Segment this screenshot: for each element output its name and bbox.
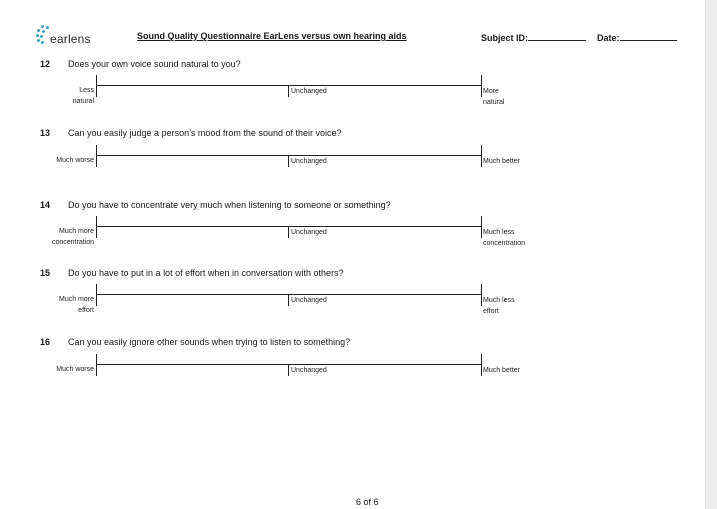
scale-tick-right: [481, 354, 482, 376]
question-number: 15: [40, 268, 51, 278]
question-15: [40, 268, 344, 278]
scale-tick-right: [481, 75, 482, 97]
scale-tick-middle: [288, 85, 289, 97]
question-16: [40, 337, 350, 347]
date-blank: [620, 31, 677, 41]
rating-scale-15[interactable]: [0, 284, 705, 328]
subject-id-label: Subject ID:: [481, 33, 529, 43]
question-number: 16: [40, 337, 51, 347]
scale-label-middle: Unchanged: [291, 229, 327, 236]
logo-dots-icon: [36, 24, 50, 46]
scale-tick-right: [481, 145, 482, 167]
scale-label-left: Much worse: [56, 157, 94, 164]
scale-tick-left: [96, 145, 97, 167]
date-label: Date:: [597, 33, 620, 43]
scale-label-right: Much better: [483, 367, 520, 374]
scale-tick-middle: [288, 294, 289, 306]
question-13: [40, 128, 342, 138]
subject-id-field: [481, 31, 586, 43]
scale-line[interactable]: [96, 85, 482, 86]
scale-label-right: Much less effort: [483, 297, 515, 315]
scale-line[interactable]: [96, 226, 482, 227]
scale-tick-left: [96, 354, 97, 376]
page-number: 6 of 6: [356, 497, 379, 507]
question-number: 12: [40, 59, 51, 69]
scale-line[interactable]: [96, 294, 482, 295]
rating-scale-16[interactable]: [0, 354, 705, 398]
rating-scale-13[interactable]: [0, 145, 705, 189]
scale-tick-left: [96, 284, 97, 306]
scale-line[interactable]: [96, 364, 482, 365]
scale-label-left: Less natural: [72, 87, 94, 105]
scale-label-right: More natural: [483, 88, 505, 106]
subject-id-blank: [528, 31, 586, 41]
scale-label-left: Much more effort: [58, 296, 94, 314]
scale-line[interactable]: [96, 155, 482, 156]
date-field: [597, 31, 677, 43]
scale-label-middle: Unchanged: [291, 367, 327, 374]
question-14: [40, 200, 391, 210]
question-number: 14: [40, 200, 51, 210]
scale-label-left: Much worse: [56, 366, 94, 373]
question-text: Can you easily ignore other sounds when trying to listen to something?: [68, 337, 351, 347]
scale-tick-right: [481, 284, 482, 306]
question-text: Do you have to put in a lot of effort when in conversation with others?: [68, 268, 344, 278]
viewer-background-edge: [705, 0, 717, 509]
scale-label-right: Much less concentration: [483, 229, 526, 247]
question-12: [40, 59, 241, 69]
scale-tick-middle: [288, 226, 289, 238]
rating-scale-12[interactable]: [0, 75, 705, 119]
scale-label-middle: Unchanged: [291, 88, 327, 95]
scale-tick-left: [96, 75, 97, 97]
scale-tick-left: [96, 216, 97, 238]
question-text: Can you easily judge a person’s mood from the sound of their voice?: [68, 128, 342, 138]
scale-label-right: Much better: [483, 158, 520, 165]
scale-label-middle: Unchanged: [291, 158, 327, 165]
question-text: Do you have to concentrate very much when listening to someone or something?: [68, 200, 391, 210]
scale-tick-right: [481, 216, 482, 238]
document-title: Sound Quality Questionnaire EarLens versus own hearing aids: [137, 31, 407, 41]
question-text: Does your own voice sound natural to you?: [68, 59, 241, 69]
question-number: 13: [40, 128, 51, 138]
scale-label-middle: Unchanged: [291, 297, 327, 304]
logo-text: earlens: [50, 32, 91, 46]
rating-scale-14[interactable]: [0, 216, 705, 260]
scale-tick-middle: [288, 155, 289, 167]
scale-tick-middle: [288, 364, 289, 376]
scale-label-left: Much more concentration: [51, 228, 94, 246]
